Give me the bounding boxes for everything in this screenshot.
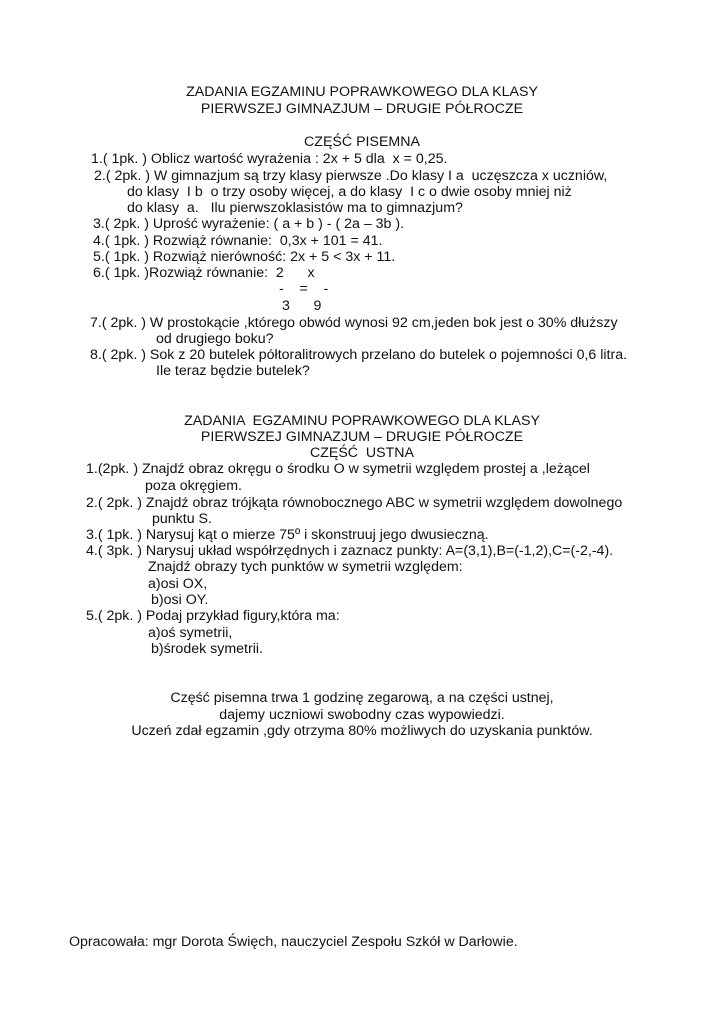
oral-task-2: 2.( 2pk. ) Znajdź obraz trójkąta równobocznego ABC w symetrii względem dowolnego [86, 495, 623, 511]
task-8-cont: Ile teraz będzie butelek? [156, 363, 310, 379]
oral-task-5: 5.( 2pk. ) Podaj przykład figury,która ma: [86, 608, 340, 624]
task-2: 2.( 2pk. ) W gimnazjum są trzy klasy pierwsze .Do klasy I a uczęszcza x uczniów, [94, 168, 608, 184]
title-line-2: PIERWSZEJ GIMNAZJUM – DRUGIE PÓŁROCZE [200, 101, 524, 117]
task-7: 7.( 2pk. ) W prostokącie ,którego obwód wynosi 92 cm,jeden bok jest o 30% dłuższy [90, 315, 618, 331]
oral-task-5-a: a)oś symetrii, [148, 625, 233, 641]
note-line-1: Część pisemna trwa 1 godzinę zegarową, a na części ustnej, [170, 690, 554, 706]
oral-task-4-a: a)osi OX, [148, 576, 208, 592]
note-line-3: Uczeń zdał egzamin ,gdy otrzyma 80% możliwych do uzyskania punktów. [131, 723, 593, 739]
task-2-cont-2: do klasy a. Ilu pierwszoklasistów ma to gimnazjum? [127, 200, 463, 216]
oral-task-3: 3.( 1pk. ) Narysuj kąt o mierze 75º i skonstruuj jego dwusieczną. [86, 527, 489, 543]
oral-task-2-cont: punktu S. [152, 511, 212, 527]
oral-task-1-cont: poza okręgiem. [145, 478, 242, 494]
title-line-1-oral: ZADANIA EGZAMINU POPRAWKOWEGO DLA KLASY [184, 413, 540, 429]
task-4: 4.( 1pk. ) Rozwiąż równanie: 0,3x + 101 = 41. [93, 233, 383, 249]
oral-task-4-b: b)osi OY. [151, 592, 209, 608]
section-written-heading: CZĘŚĆ PISEMNA [304, 134, 420, 150]
task-7-cont: od drugiego boku? [156, 331, 274, 347]
oral-task-4: 4.( 3pk. ) Narysuj układ współrzędnych i zaznacz punkty: A=(3,1),B=(-1,2),C=(-2,-4). [86, 543, 614, 559]
task-6-denominators: 3 9 [282, 298, 322, 314]
oral-task-4-cont: Znajdź obrazy tych punktów w symetrii względem: [148, 559, 463, 575]
task-6-fraction-bar: - = - [279, 281, 329, 297]
note-line-2: dajemy uczniowi swobodny czas wypowiedzi. [219, 707, 505, 723]
section-oral-heading: CZĘŚĆ USTNA [309, 445, 415, 461]
author-footer: Opracowała: mgr Dorota Święch, nauczyciel Zespołu Szkół w Darłowie. [69, 934, 518, 950]
task-3: 3.( 2pk. ) Uprość wyrażenie: ( a + b ) - ( 2a – 3b ). [93, 216, 405, 232]
task-5: 5.( 1pk. ) Rozwiąż nierówność: 2x + 5 < 3x + 11. [93, 249, 396, 265]
task-8: 8.( 2pk. ) Sok z 20 butelek półtoralitrowych przelano do butelek o pojemności 0,6 litra. [90, 347, 628, 363]
oral-task-1: 1.(2pk. ) Znajdź obraz okręgu o środku O w symetrii względem prostej a ,leżącel [86, 461, 590, 477]
task-2-cont-1: do klasy I b o trzy osoby więcej, a do klasy I c o dwie osoby mniej niż [127, 184, 572, 200]
task-6: 6.( 1pk. )Rozwiąż równanie: 2 x [93, 265, 315, 281]
title-line-1: ZADANIA EGZAMINU POPRAWKOWEGO DLA KLASY [186, 84, 538, 100]
title-line-2-oral: PIERWSZEJ GIMNAZJUM – DRUGIE PÓŁROCZE [200, 429, 524, 445]
task-1: 1.( 1pk. ) Oblicz wartość wyrażenia : 2x + 5 dla x = 0,25. [91, 151, 448, 167]
oral-task-5-b: b)środek symetrii. [151, 641, 263, 657]
